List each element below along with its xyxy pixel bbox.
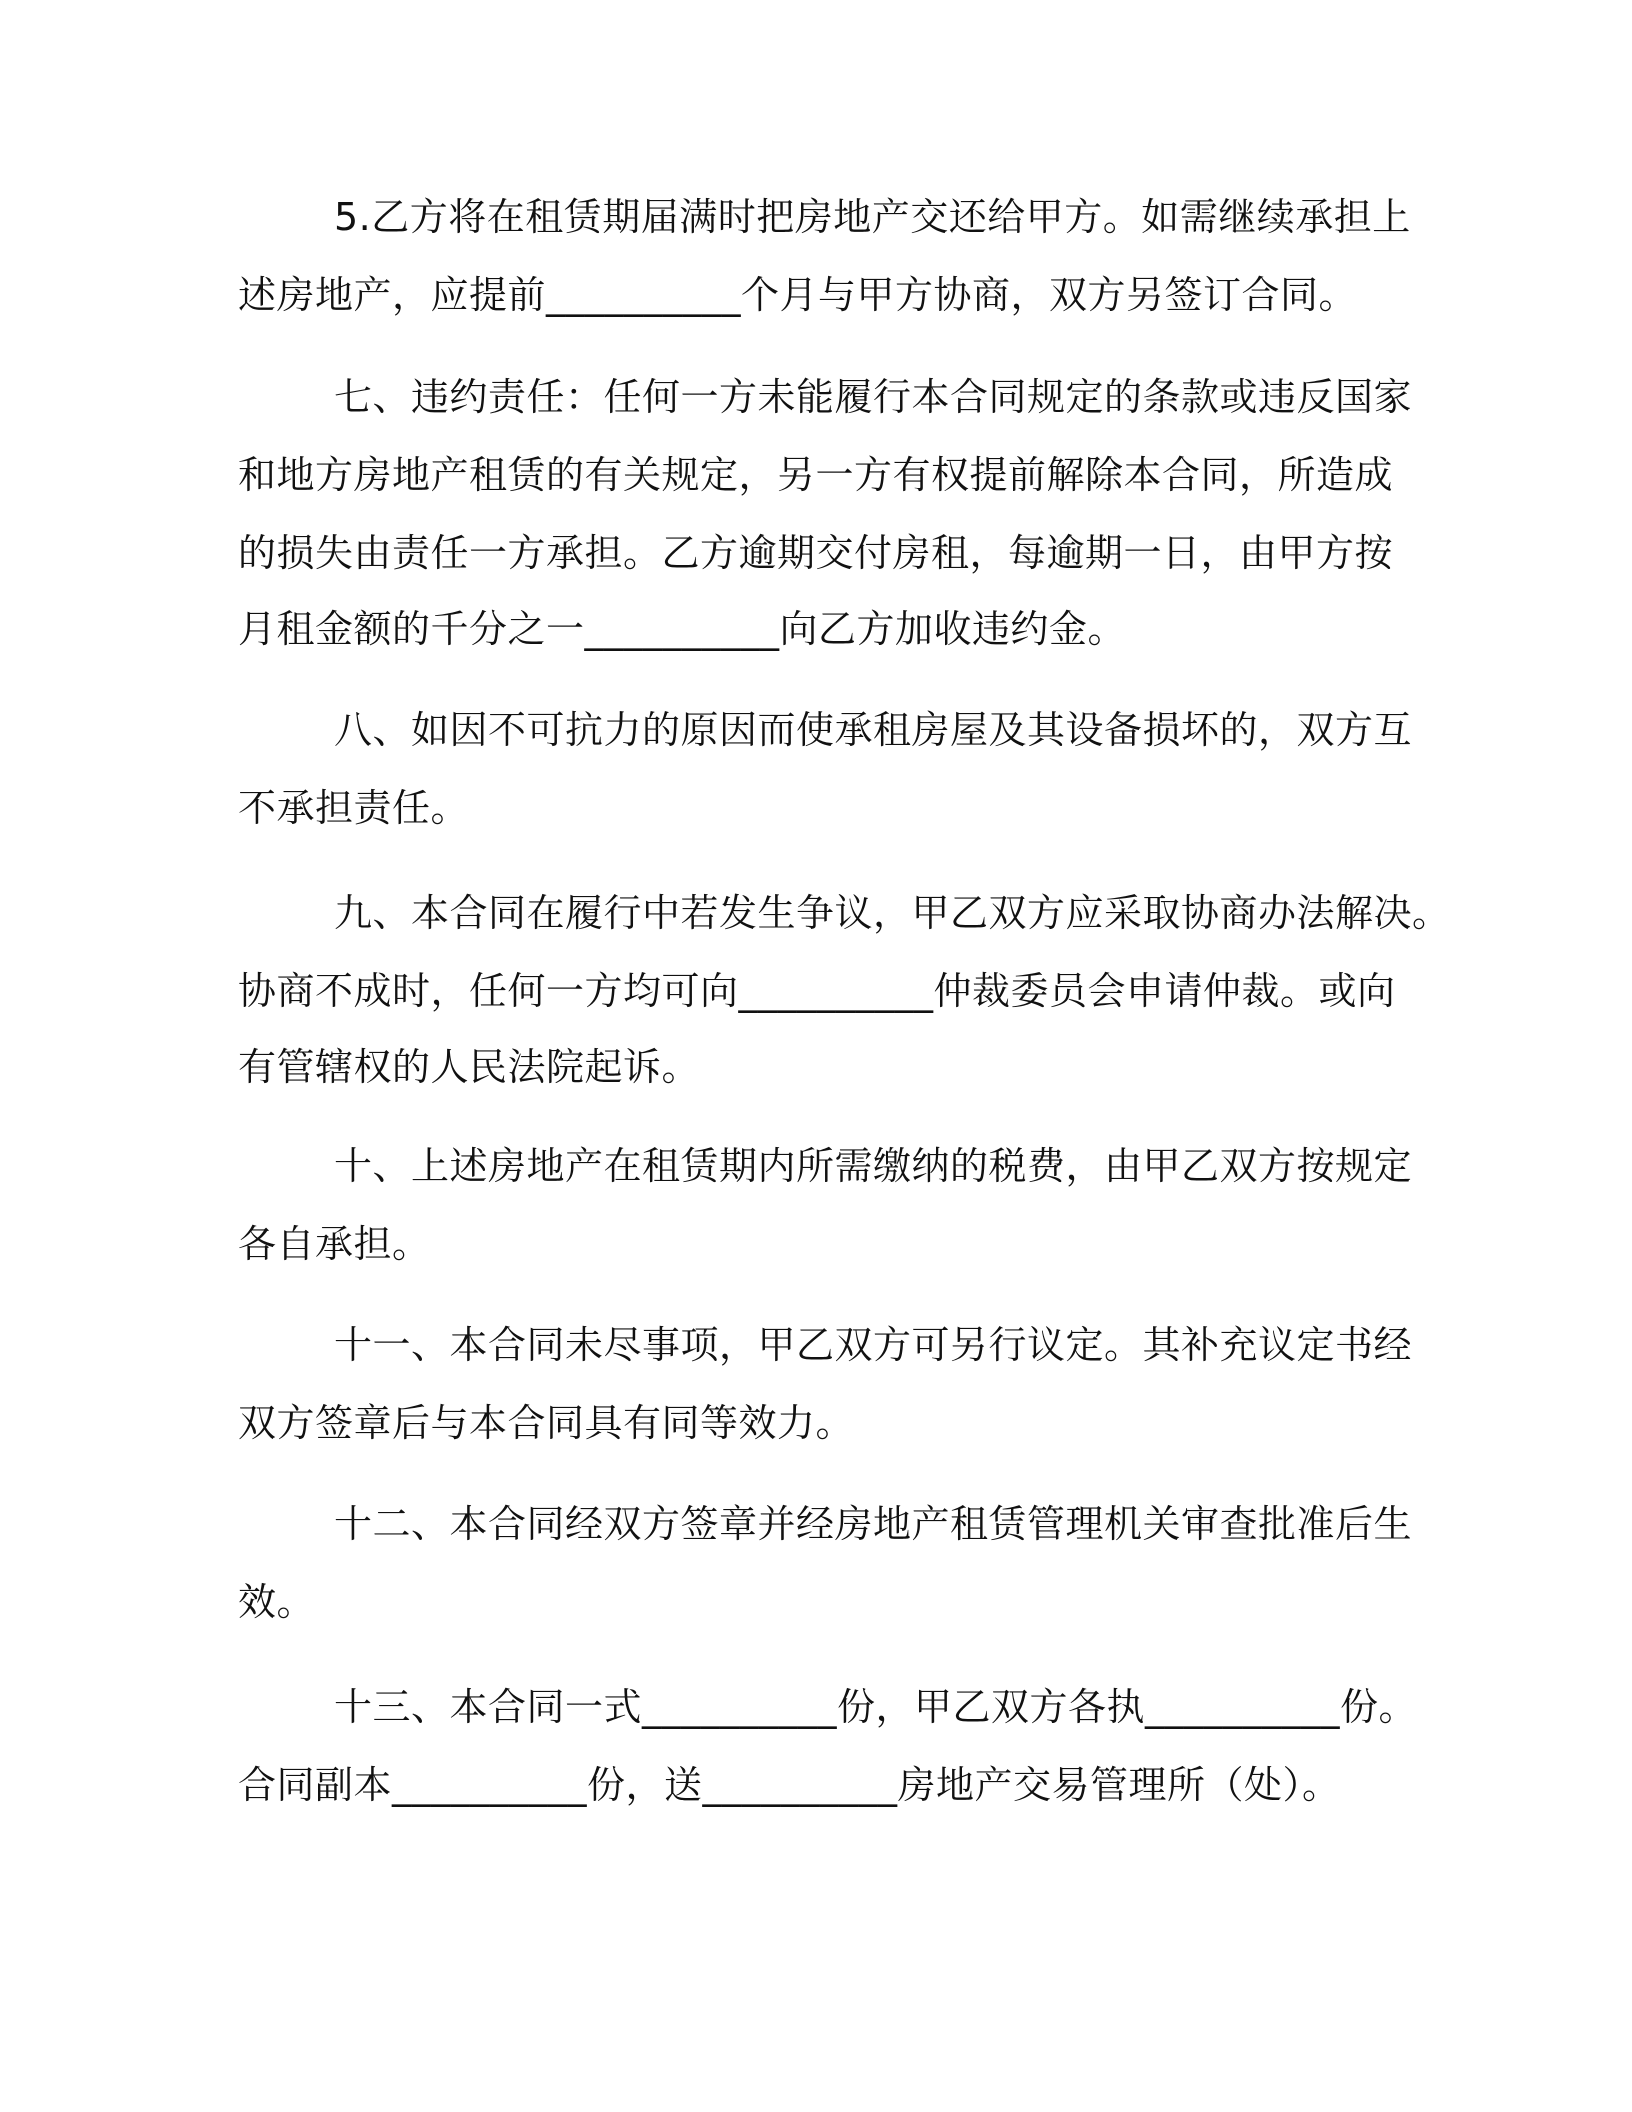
clause-7-line-2: 和地方房地产租赁的有关规定，另一方有权提前解除本合同，所造成 <box>238 453 1394 497</box>
clause-12-line-1: 十二、本合同经双方签章并经房地产租赁管理机关审查批准后生 <box>334 1502 1413 1546</box>
clause-9-line-3: 有管辖权的人民法院起诉。 <box>238 1045 701 1089</box>
clause-9-line-2: 协商不成时，任何一方均可向__________仲裁委员会申请仲裁。或向 <box>238 969 1396 1013</box>
clause-13-line-2: 合同副本__________份，送__________房地产交易管理所（处）。 <box>238 1763 1341 1807</box>
clause-5-line-2: 述房地产，应提前__________个月与甲方协商，双方另签订合同。 <box>238 273 1358 317</box>
clause-7-line-1: 七、违约责任：任何一方未能履行本合同规定的条款或违反国家 <box>334 375 1413 419</box>
clause-7-line-4: 月租金额的千分之一__________向乙方加收违约金。 <box>238 607 1127 651</box>
clause-5-line-1: 5.乙方将在租赁期届满时把房地产交还给甲方。如需继续承担上 <box>334 195 1411 239</box>
clause-12-line-2: 效。 <box>238 1580 316 1624</box>
clause-9-line-1: 九、本合同在履行中若发生争议，甲乙双方应采取协商办法解决。 <box>334 891 1451 935</box>
clause-8-line-1: 八、如因不可抗力的原因而使承租房屋及其设备损坏的，双方互 <box>334 708 1413 752</box>
clause-8-line-2: 不承担责任。 <box>238 786 470 830</box>
clause-11-line-2: 双方签章后与本合同具有同等效力。 <box>238 1401 855 1445</box>
clause-13-line-1: 十三、本合同一式__________份，甲乙双方各执__________份。 <box>334 1685 1418 1729</box>
clause-10-line-1: 十、上述房地产在租赁期内所需缴纳的税费，由甲乙双方按规定 <box>334 1144 1413 1188</box>
clause-10-line-2: 各自承担。 <box>238 1222 431 1266</box>
clause-11-line-1: 十一、本合同未尽事项，甲乙双方可另行议定。其补充议定书经 <box>334 1323 1413 1367</box>
clause-7-line-3: 的损失由责任一方承担。乙方逾期交付房租，每逾期一日，由甲方按 <box>238 531 1394 575</box>
